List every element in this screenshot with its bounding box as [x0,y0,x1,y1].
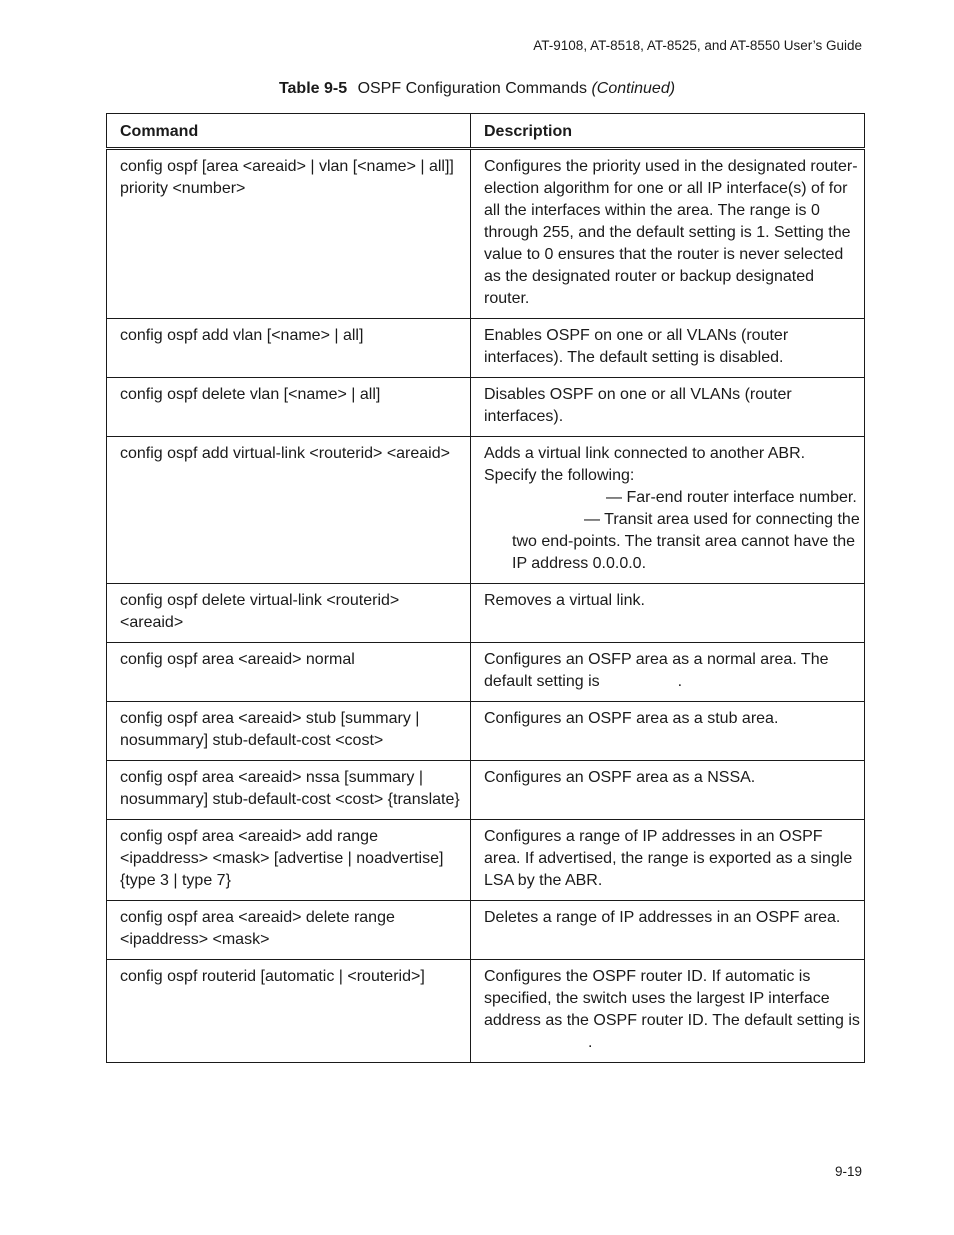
description-sub-item [484,487,860,509]
command-cell: config ospf area <areaid> delete range <ipaddress> <mask> [107,901,471,960]
description-text: Configures an OSFP area as a normal area. The default setting is [484,651,829,690]
table-row [107,149,865,319]
description-column-header: Description [471,114,865,149]
description-intro: Adds a virtual link connected to another ABR. Specify the following: [484,445,806,484]
description-text: Configures the OSPF router ID. If automatic is specified, the switch uses the largest IP interface address as the OSPF router ID. The default setting is [484,968,860,1029]
command-cell: config ospf area <areaid> nssa [summary | nosummary] stub-default-cost <cost> {translate} [107,761,471,820]
description-text-end: . [677,673,683,690]
description-cell [471,643,865,702]
table-row [107,901,865,960]
description-text-end: . [588,1034,593,1051]
description-cell: Removes a virtual link. [471,584,865,643]
command-cell: config ospf [area <areaid> | vlan [<name> | all]] priority <number> [107,149,471,319]
description-cell: Disables OSPF on one or all VLANs (router interfaces). [471,378,865,437]
description-cell [471,960,865,1063]
running-header: AT-9108, AT-8518, AT-8525, and AT-8550 User’s Guide [533,38,862,53]
command-cell: config ospf routerid [automatic | <routerid>] [107,960,471,1063]
page-number: 9-19 [834,1164,862,1179]
table-row [107,820,865,901]
table-header-row [107,114,865,149]
description-cell: Configures an OSPF area as a NSSA. [471,761,865,820]
table-caption [0,80,954,98]
command-cell: config ospf delete virtual-link <routerid> <areaid> [107,584,471,643]
sub-item-text: — Far-end router interface number. [606,489,857,506]
description-cell: Configures an OSPF area as a stub area. [471,702,865,761]
table-row [107,960,865,1063]
table-row [107,319,865,378]
table-row [107,437,865,584]
table-row [107,643,865,702]
command-cell: config ospf add virtual-link <routerid> <areaid> [107,437,471,584]
table-row [107,378,865,437]
description-cell: Configures the priority used in the designated router-election algorithm for one or all IP interface(s) of for all the interfaces within the area. The range is 0 through 255, and the default setting is 1. Setting the value to 0 ensures that the router is never selected as the designated router or backup designated router. [471,149,865,319]
table-row [107,702,865,761]
table-caption-title: OSPF Configuration Commands [357,80,587,97]
command-cell: config ospf add vlan [<name> | all] [107,319,471,378]
sub-item-text: — Transit area used for connecting the two end-points. The transit area cannot have the IP address 0.0.0.0. [512,511,860,572]
description-sub-item [484,509,860,575]
command-column-header: Command [107,114,471,149]
description-cell: Enables OSPF on one or all VLANs (router interfaces). The default setting is disabled. [471,319,865,378]
ospf-commands-table [106,113,865,1063]
table-row [107,584,865,643]
table-caption-continued: (Continued) [591,80,676,97]
table-caption-label: Table 9-5 [278,80,348,97]
command-cell: config ospf area <areaid> add range <ipaddress> <mask> [advertise | noadvertise] {type 3 | type 7} [107,820,471,901]
command-cell: config ospf area <areaid> stub [summary | nosummary] stub-default-cost <cost> [107,702,471,761]
description-cell: Configures a range of IP addresses in an OSPF area. If advertised, the range is exported as a single LSA by the ABR. [471,820,865,901]
description-cell [471,437,865,584]
command-cell: config ospf area <areaid> normal [107,643,471,702]
description-cell: Deletes a range of IP addresses in an OSPF area. [471,901,865,960]
command-cell: config ospf delete vlan [<name> | all] [107,378,471,437]
table-row [107,761,865,820]
